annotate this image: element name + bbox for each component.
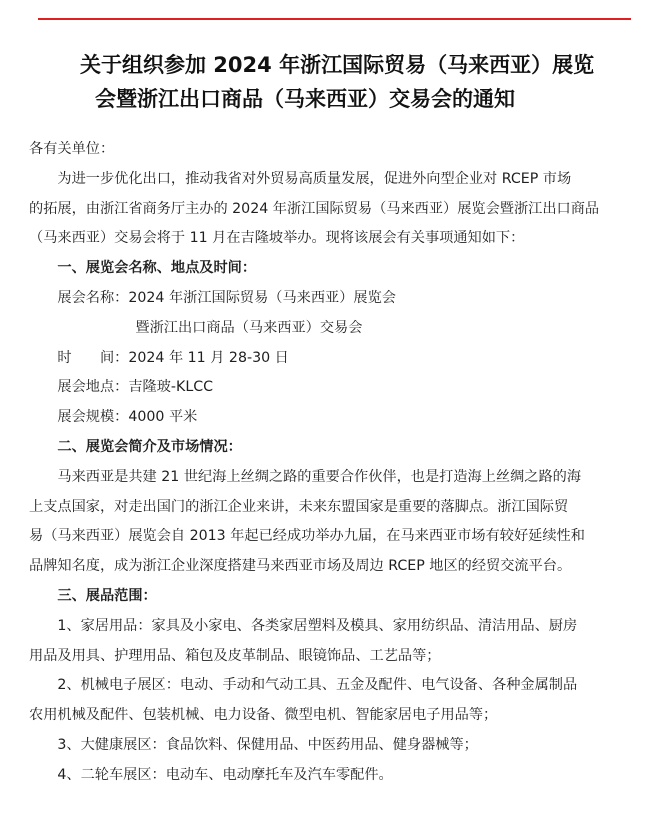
product-item-4 [29,761,649,791]
exhibition-time-value: 2024 年 11 月 28-30 日 [128,349,289,366]
section-3-heading: 三、展品范围： [57,587,157,604]
section-2-line: 上支点国家，对走出国门的浙江企业来讲，未来东盟国家是重要的落脚点。浙江国际贸 [29,498,569,515]
product-item-line: 农用机械及配件、包装机械、电力设备、微型电机、智能家居电子用品等； [29,707,498,724]
intro-paragraph [29,165,649,254]
product-item-line: 1、家居用品：家具及小家电、各类家居塑料及模具、家用纺织品、清洁用品、厨房 [57,617,578,634]
section-2-line: 易（马来西亚）展览会自 2013 年起已经成功举办九届，在马来西亚市场有较好延续性和 [29,528,585,545]
exhibition-name-field [29,284,649,314]
intro-line: 为进一步优化出口，推动我省对外贸易高质量发展，促进外向型企业对 RCEP 市场 [57,170,572,187]
intro-line: （马来西亚）交易会将于 11 月在吉隆坡举办。现将该展会有关事项通知如下： [29,230,525,247]
exhibition-time-field [29,344,649,374]
section-2-line: 马来西亚是共建 21 世纪海上丝绸之路的重要合作伙伴，也是打造海上丝绸之路的海 [57,468,582,485]
product-item-line: 2、机械电子展区：电动、手动和气动工具、五金及配件、电气设备、各种金属制品 [57,677,578,694]
section-2-line: 品牌知名度，成为浙江企业深度搭建马来西亚市场及周边 RCEP 地区的经贸交流平台。 [29,558,572,575]
exhibition-name-label: 展会名称： [57,289,129,306]
product-item-line: 用品及用具、护理用品、箱包及皮革制品、眼镜饰品、工艺品等； [29,647,441,664]
exhibition-scale-value: 4000 平米 [128,409,198,426]
product-item-line: 3、大健康展区：食品饮料、保健用品、中医药用品、健身器械等； [57,736,478,753]
exhibition-time-label: 时 间： [57,349,129,366]
exhibition-scale-field [29,403,649,433]
title-line-2: 会暨浙江出口商品（马来西亚）交易会的通知 [95,87,515,111]
product-item-3 [29,731,649,761]
exhibition-place-label: 展会地点： [57,379,129,396]
section-1-heading: 一、展览会名称、地点及时间： [57,260,257,277]
product-item-1 [29,612,649,672]
exhibition-scale-label: 展会规模： [57,409,129,426]
product-item-2 [29,671,649,731]
red-header-rule [38,18,631,20]
exhibition-name-value-2: 暨浙江出口商品（马来西亚）交易会 [135,319,363,336]
exhibition-name-value: 2024 年浙江国际贸易（马来西亚）展览会 [128,289,396,306]
product-item-line: 4、二轮车展区：电动车、电动摩托车及汽车零配件。 [57,766,393,783]
section-2-heading: 二、展览会简介及市场情况： [57,438,242,455]
intro-line: 的拓展，由浙江省商务厅主办的 2024 年浙江国际贸易（马来西亚）展览会暨浙江出口商品 [29,200,600,217]
exhibition-place-field [29,373,649,403]
document-body [29,135,649,791]
exhibition-name-field-cont [29,314,649,344]
section-2-paragraph [29,463,649,582]
document-title [0,48,664,116]
title-line-1: 关于组织参加 2024 年浙江国际贸易（马来西亚）展览 [80,53,595,77]
addressee: 各有关单位： [29,141,115,157]
exhibition-place-value: 吉隆玻-KLCC [128,379,214,396]
